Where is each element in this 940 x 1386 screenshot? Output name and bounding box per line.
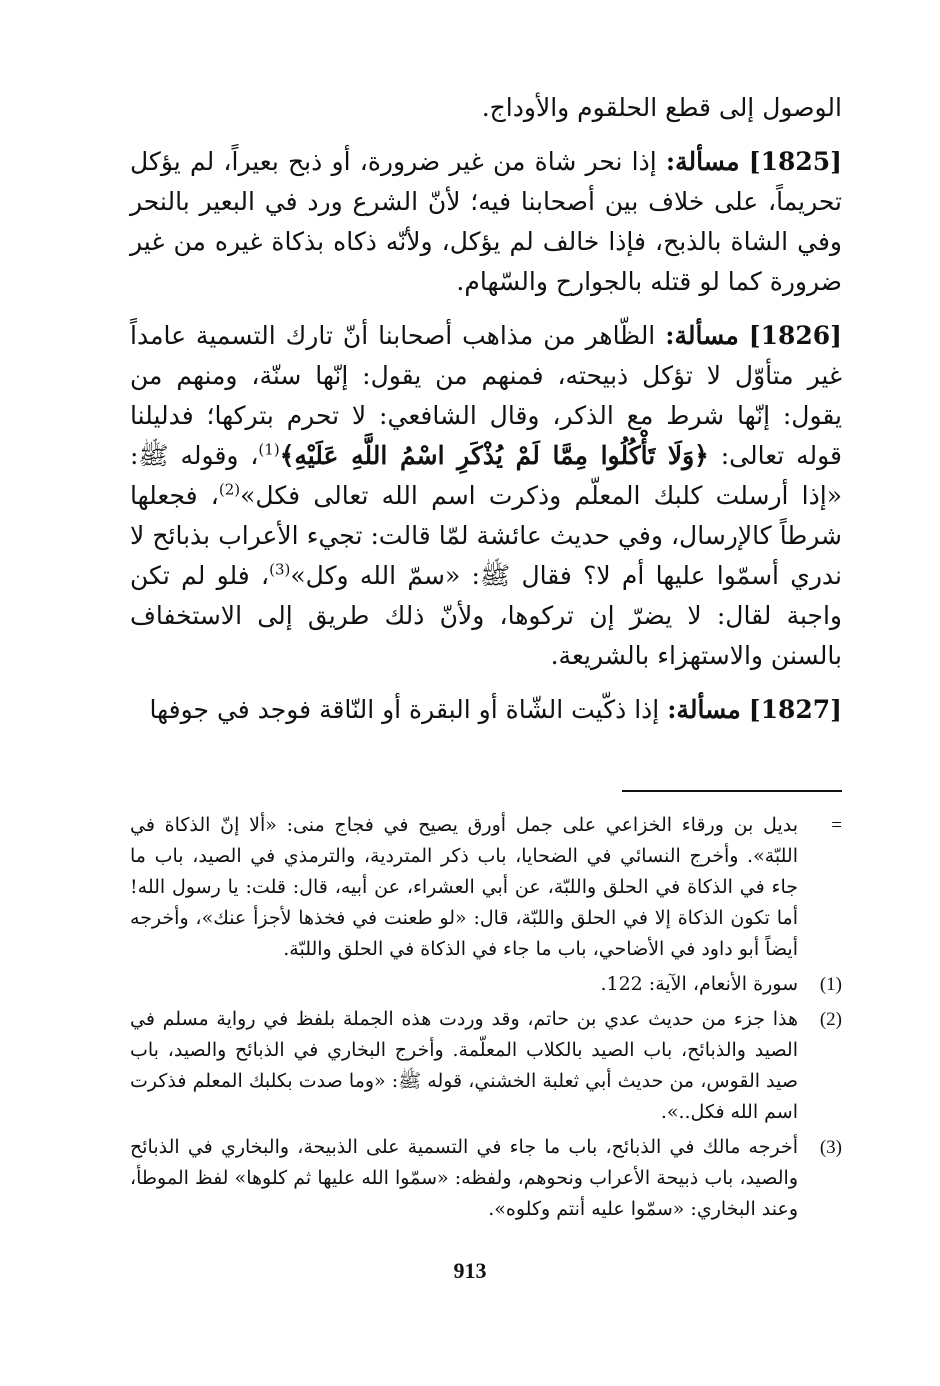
issue-1825 — [130, 142, 842, 302]
continuation-line: الوصول إلى قطع الحلقوم والأوداج. — [481, 93, 842, 122]
footnote-ref: (3) — [269, 560, 291, 579]
footnote-mark: (1) — [819, 974, 842, 995]
main-text — [130, 88, 842, 730]
issue-text: الظّاهر من مذاهب أصحابنا أنّ تارك التسمية عامداً غير متأوّل لا تؤكل ذبيحته، فمنهم من يقول: إنّها سنّة، ومنهم من يقول: إنّها شرط مع الذكر، وقال الشافعي: لا تحرم بتركها؛ فدليلنا قوله تعالى: — [130, 321, 843, 470]
issue-text: ، فجعلها شرطاً كالإرسال، وفي حديث عائشة لمّا قالت: تجيء الأعراب بذبائح لا ندري أسمّوا عليها أم لا؟ فقال ﷺ: «سمّ الله وكل» — [130, 481, 842, 590]
footnote-mark: = — [831, 815, 842, 836]
issue-label: مسألة: — [667, 695, 741, 724]
footnote-continued — [130, 810, 842, 965]
footnote-text: بديل بن ورقاء الخزاعي على جمل أورق يصيح في فجاج منى: «ألا إنّ الذكاة في اللبّة». وأخرج النسائي في الضحايا، باب ذكر المتردية، والترمذي في الصيد، باب ما جاء في الذكاة في الحلق واللبّة، عن أبي العشراء، عن أبيه، قال: قلت: يا رسول الله! أما تكون الذكاة إلا في الحلق واللبّة، قال: «لو طعنت في فخذها لأجزأ عنك»، وأخرجه أيضاً أبو داود في الأضاحي، باب ما جاء في الذكاة في الحلق واللبّة. — [130, 814, 798, 960]
issue-label: مسألة: — [665, 321, 739, 350]
issue-1826 — [130, 316, 842, 676]
footnote-text: أخرجه مالك في الذبائح، باب ما جاء في التسمية على الذبيحة، والبخاري في الذبائح والصيد، باب ذبيحة الأعراب ونحوهم، ولفظه: «سمّوا الله عليها ثم كلوها» لفظ الموطأ، وعند البخاري: «سمّوا عليه أنتم وكلوه». — [130, 1136, 798, 1220]
quran-verse: ﴿وَلَا تَأْكُلُوا مِمَّا لَمْ يُذْكَرِ اسْمُ اللَّهِ عَلَيْهِ﴾ — [279, 441, 709, 470]
issue-1827 — [130, 690, 842, 730]
issue-number: [1825] — [748, 147, 843, 176]
footnote-3 — [130, 1132, 842, 1225]
footnote-text: هذا جزء من حديث عدي بن حاتم، وقد وردت هذه الجملة بلفظ في رواية مسلم في الصيد والذبائح، باب الصيد بالكلاب المعلّمة. وأخرج البخاري في الذبائح والصيد، باب صيد القوس، من حديث أبي ثعلبة الخشني، قوله ﷺ: «وما صدت بكلبك المعلم فذكرت اسم الله فكل..». — [130, 1008, 798, 1123]
issue-text: إذا ذكّيت الشّاة أو البقرة أو النّاقة فوجد في جوفها — [149, 695, 660, 724]
footnote-mark: (2) — [819, 1009, 842, 1030]
footnote-1 — [130, 969, 842, 1000]
footnote-text: سورة الأنعام، الآية: 122. — [600, 973, 798, 995]
footnote-ref: (1) — [258, 440, 280, 459]
footnote-divider — [622, 790, 842, 792]
footnote-mark: (3) — [819, 1137, 842, 1158]
issue-number: [1827] — [748, 695, 842, 724]
page-number: 913 — [453, 1258, 487, 1283]
issue-text: ، فلو لم تكن واجبة لقال: لا يضرّ إن تركوها، ولأنّ ذلك طريق إلى الاستخفاف بالسنن والاستهزاء بالشريعة. — [130, 561, 842, 670]
issue-number: [1826] — [748, 321, 843, 350]
issue-text: إذا نحر شاة من غير ضرورة، أو ذبح بعيراً، لم يؤكل تحريماً، على خلاف بين أصحابنا فيه؛ لأنّ الشرع ورد في البعير بالنحر وفي الشاة بالذبح، فإذا خالف لم يؤكل، ولأنّه ذكاه بذكاة غيره من غير ضرورة كما لو قتله بالجوارح والسّهام. — [130, 147, 842, 296]
footnotes — [130, 810, 842, 1225]
footnote-ref: (2) — [218, 480, 241, 499]
footnote-2 — [130, 1004, 842, 1128]
issue-text: ، وقوله ﷺ: «إذا أرسلت كلبك المعلّم وذكرت اسم الله تعالى فكل» — [130, 441, 842, 510]
issue-label: مسألة: — [665, 147, 740, 176]
